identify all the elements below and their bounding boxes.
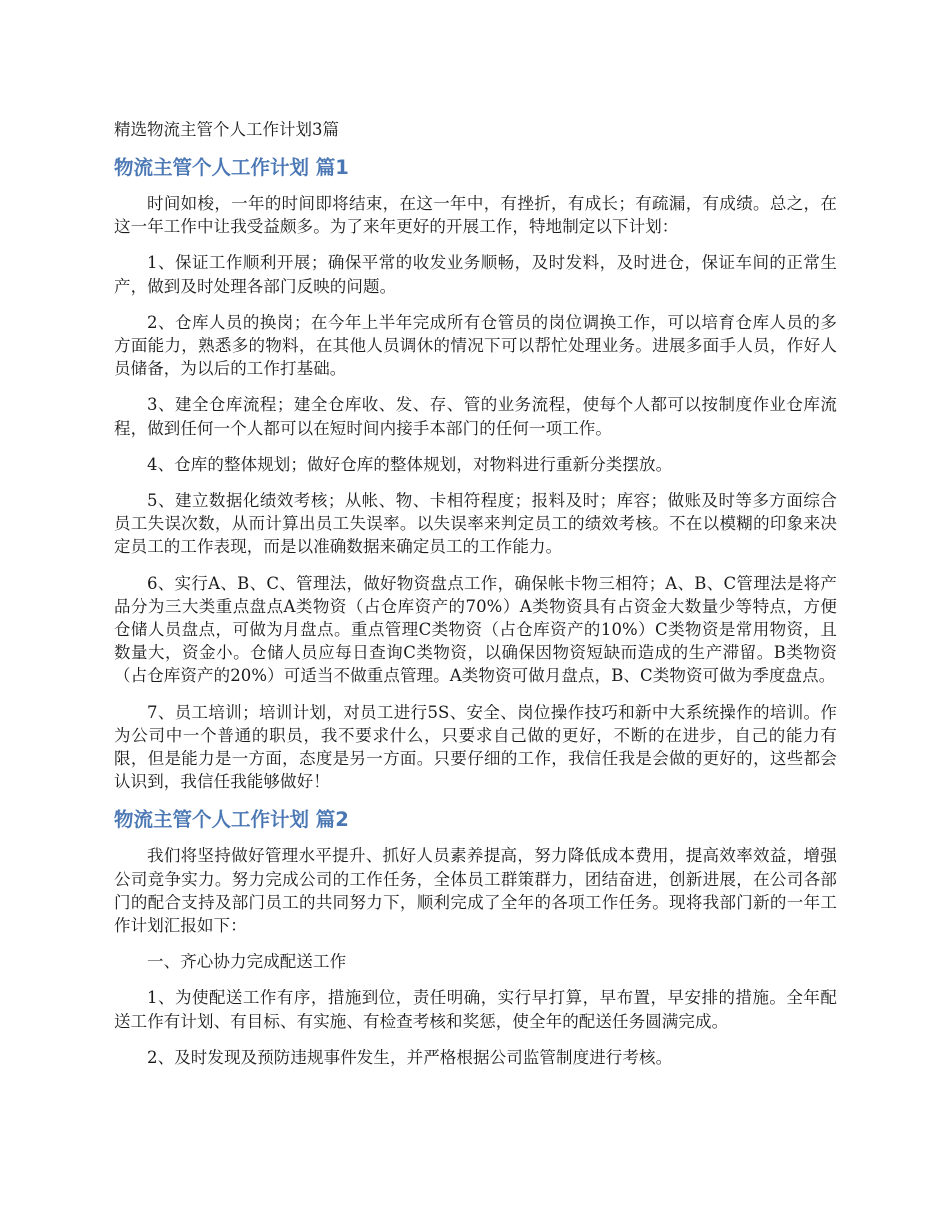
paragraph: 2、仓库人员的换岗；在今年上半年完成所有仓管员的岗位调换工作，可以培育仓库人员的多方面能力，熟悉多的物料，在其他人员调休的情况下可以帮忙处理业务。进展多面手人员，作好人员储备，为以后的工作打基础。 — [114, 312, 837, 379]
paragraph: 2、及时发现及预防违规事件发生，并严格根据公司监管制度进行考核。 — [147, 1047, 673, 1067]
section-1 — [114, 154, 837, 793]
paragraph: 时间如梭，一年的时间即将结束，在这一年中，有挫折，有成长；有疏漏，有成绩。总之，在这一年工作中让我受益颇多。为了来年更好的开展工作，特地制定以下计划： — [114, 194, 837, 237]
paragraph: 我们将坚持做好管理水平提升、抓好人员素养提高，努力降低成本费用，提高效率效益，增强公司竞争实力。努力完成公司的工作任务，全体员工群策群力，团结奋进，创新进展，在公司各部门的配合支持及部门员工的共同努力下，顺利完成了全年的各项工作任务。现将我部门新的一年工作计划汇报如下： — [114, 846, 837, 936]
document-page — [114, 118, 837, 1082]
paragraph: 5、建立数据化绩效考核；从帐、物、卡相符程度；报料及时；库容；做账及时等多方面综合员工失误次数，从而计算出员工失误率。以失误率来判定员工的绩效考核。不在以模糊的印象来决定员工的工作表现，而是以准确数据来确定员工的工作能力。 — [114, 491, 837, 557]
paragraph: 7、员工培训；培训计划，对员工进行5S、安全、岗位操作技巧和新中大系统操作的培训。作为公司中一个普通的职员，我不要求什么，只要求自己做的更好，不断的在进步，自己的能力有限，但是能力是一方面，态度是另一方面。只要仔细的工作，我信任我是会做的更好的，这些都会认识到，我信任我能够做好！ — [114, 702, 837, 792]
section-heading: 物流主管个人工作计划 篇2 — [114, 808, 349, 832]
section-2 — [114, 806, 837, 1069]
paragraph: 1、保证工作顺利开展；确保平常的收发业务顺畅，及时发料，及时进仓，保证车间的正常生产，做到及时处理各部门反映的问题。 — [114, 253, 837, 296]
section-heading: 物流主管个人工作计划 篇1 — [114, 156, 349, 179]
paragraph: 1、为使配送工作有序，措施到位，责任明确，实行早打算，早布置，早安排的措施。全年配送工作有计划、有目标、有实施、有检查考核和奖惩，使全年的配送任务圆满完成。 — [114, 988, 837, 1031]
paragraph: 3、建全仓库流程；建全仓库收、发、存、管的业务流程，使每个人都可以按制度作业仓库流程，做到任何一个人都可以在短时间内接手本部门的任何一项工作。 — [114, 395, 837, 438]
paragraph: 一、齐心协力完成配送工作 — [147, 952, 347, 972]
document-title: 精选物流主管个人工作计划3篇 — [114, 120, 339, 139]
paragraph: 6、实行A、B、C、管理法，做好物资盘点工作，确保帐卡物三相符；A、B、C管理法是将产品分为三大类重点盘点A类物资（占仓库资产的70%）A类物资具有占资金大数量少等特点，方便仓储人员盘点，可做为月盘点。重点管理C类物资（占仓库资产的10%）C类物资是常用物资，且数量大，资金小。仓储人员应每日查询C类物资，以确保因物资短缺而造成的生产滞留。B类物资（占仓库资产的20%）可适当不做重点管理。A类物资可做月盘点，B、C类物资可做为季度盘点。 — [114, 573, 837, 686]
paragraph: 4、仓库的整体规划；做好仓库的整体规划，对物料进行重新分类摆放。 — [147, 454, 673, 474]
